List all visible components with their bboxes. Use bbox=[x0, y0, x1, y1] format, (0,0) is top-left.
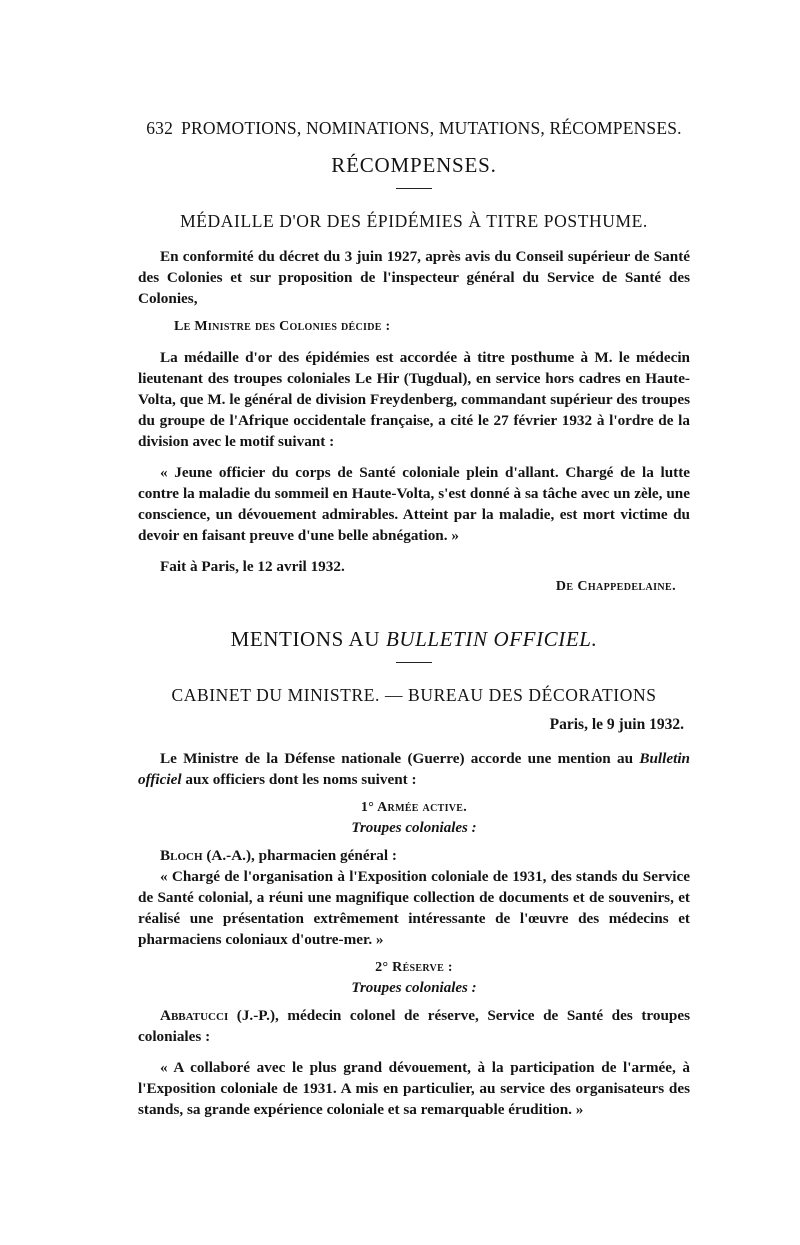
person2-name: Abbatucci bbox=[160, 1007, 229, 1024]
intro-suffix: aux officiers dont les noms suivent : bbox=[181, 771, 417, 788]
page-number: 632 bbox=[146, 118, 174, 138]
part1-heading: 1° Armée active. bbox=[360, 800, 468, 815]
intro-paragraph bbox=[138, 748, 690, 790]
person2-line bbox=[138, 1005, 690, 1047]
dateline: Paris, le 9 juin 1932. bbox=[549, 716, 684, 733]
subsection-title-medaille: MÉDAILLE D'OR DES ÉPIDÉMIES À TITRE POSTHUME. bbox=[180, 211, 648, 231]
intro-prefix: Le Ministre de la Défense nationale (Guerre) accorde une mention au bbox=[160, 750, 640, 767]
citation-paragraph: « Jeune officier du corps de Santé coloniale plein d'allant. Chargé de la lutte contre la maladie du sommeil en Haute-Volta, s'est donné à sa tâche avec un zèle, une conscience, un dévouement admirables. Atteint par la maladie, est mort victime du devoir en faisant preuve d'une belle abnégation. » bbox=[138, 464, 690, 544]
intro-italic: Bulletin officiel bbox=[138, 750, 690, 788]
person1-citation: « Chargé de l'organisation à l'Exposition coloniale de 1931, des stands du Service de Santé colonial, a réuni une magnifique collection de documents et de souvenirs, et réalisé une présentation extrêmement intéressante de l'œuvre des médecins et pharmaciens coloniaux d'outre-mer. » bbox=[138, 868, 690, 948]
title-divider-2 bbox=[396, 662, 432, 663]
ministre-decide-line: Le Ministre des Colonies décide : bbox=[174, 319, 391, 334]
section-title-mentions bbox=[138, 627, 690, 652]
person1-name: Bloch bbox=[160, 847, 203, 864]
part1-subheading: Troupes coloniales : bbox=[351, 820, 477, 836]
section-title-recompenses: RÉCOMPENSES. bbox=[331, 153, 497, 177]
part2-heading: 2° Réserve : bbox=[375, 960, 453, 975]
part2-subheading: Troupes coloniales : bbox=[351, 980, 477, 996]
decision-paragraph: La médaille d'or des épidémies est accordée à titre posthume à M. le médecin lieutenant des troupes coloniales Le Hir (Tugdual), en service hors cadres en Haute-Volta, que M. le général de division Freydenberg, commandant supérieur des troupes du groupe de l'Afrique occidentale française, a cité le 27 février 1932 à l'ordre de la division avec le motif suivant : bbox=[138, 349, 690, 450]
preamble-paragraph: En conformité du décret du 3 juin 1927, après avis du Conseil supérieur de Santé des Colonies et sur proposition de l'inspecteur général du Service de Santé des Colonies, bbox=[138, 248, 690, 307]
person1-line bbox=[138, 845, 690, 866]
signature: De Chappedelaine. bbox=[555, 579, 676, 594]
running-title: PROMOTIONS, NOMINATIONS, MUTATIONS, RÉCOMPENSES. bbox=[181, 118, 682, 138]
person2-citation: « A collaboré avec le plus grand dévouement, à la participation de l'armée, à l'Exposition coloniale de 1931. A mis en particulier, au service des organisateurs des stands, sa grande expérience coloniale et sa remarquable érudition. » bbox=[138, 1059, 690, 1118]
section-title-mentions-prefix: MENTIONS AU bbox=[230, 627, 386, 651]
done-at-line: Fait à Paris, le 12 avril 1932. bbox=[160, 558, 345, 575]
section-title-mentions-italic: BULLETIN OFFICIEL. bbox=[385, 627, 598, 651]
subsection-title-cabinet: CABINET DU MINISTRE. — BUREAU DES DÉCORATIONS bbox=[171, 685, 657, 705]
running-header bbox=[138, 118, 690, 139]
title-divider bbox=[396, 188, 432, 189]
person2-rest: (J.-P.), médecin colonel de réserve, Service de Santé des troupes coloniales : bbox=[138, 1007, 690, 1045]
person1-rest: (A.-A.), pharmacien général : bbox=[202, 847, 397, 864]
